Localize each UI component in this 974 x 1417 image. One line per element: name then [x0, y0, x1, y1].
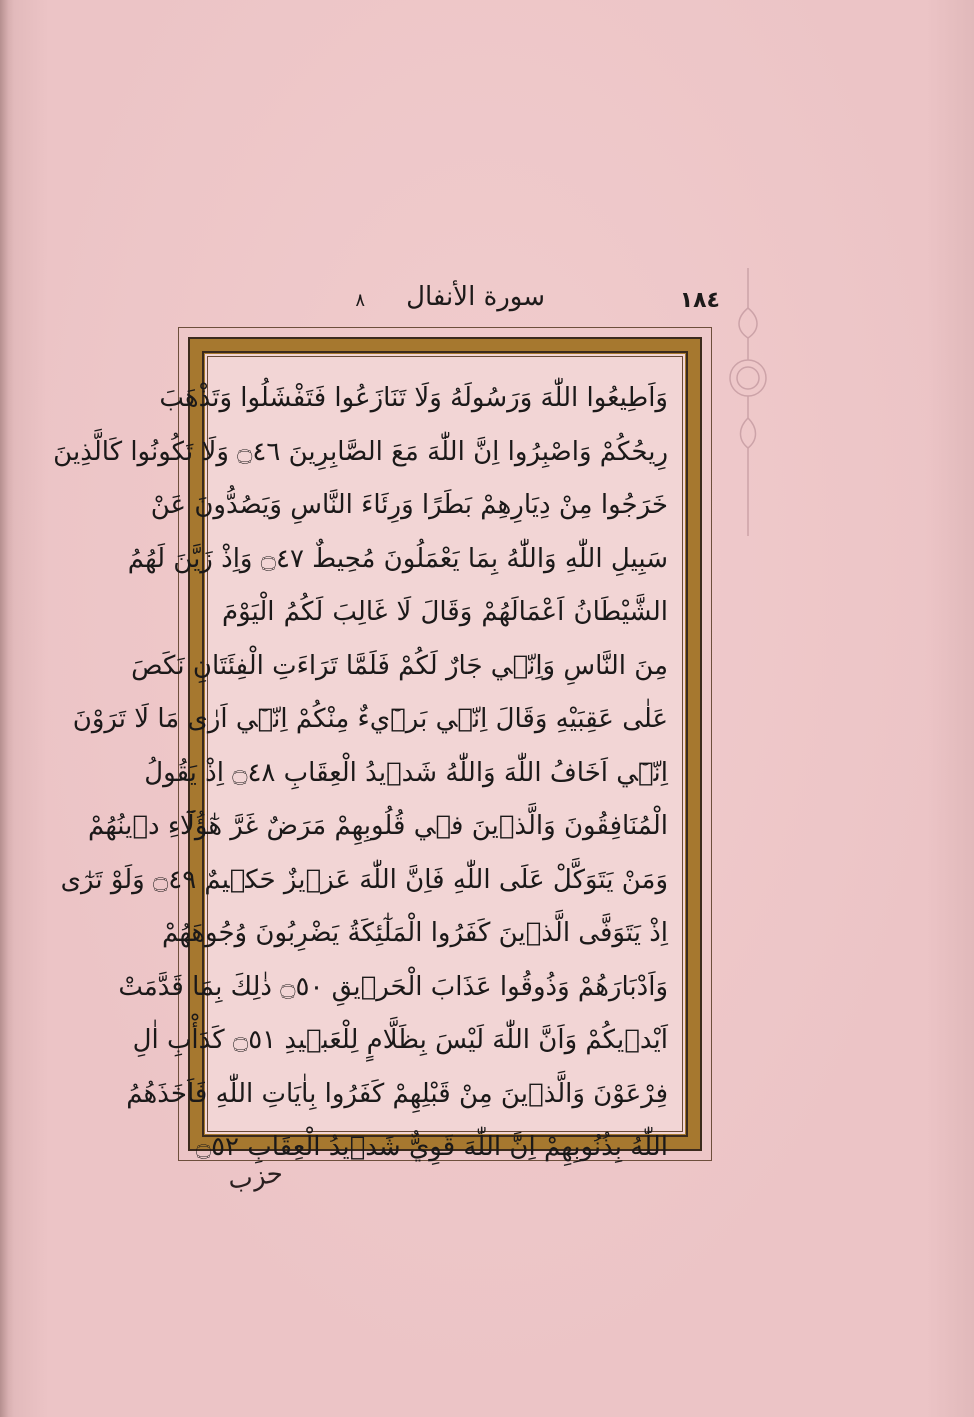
- verse-line: اِذْ يَتَوَفَّى الَّذ۪ينَ كَفَرُوا الْمَلٰٓئِكَةُ يَضْرِبُونَ وُجُوهَهُمْ: [162, 918, 668, 948]
- page-header: [180, 282, 720, 322]
- verse-line: وَاَدْبَارَهُمْ وَذُوقُوا عَذَابَ الْحَر۪يقِ ۝٥٠ ذٰلِكَ بِمَا قَدَّمَتْ: [118, 971, 668, 1002]
- hizb-ornament-icon: [728, 268, 768, 538]
- quran-text-block: [53, 372, 668, 1162]
- verse-line: وَمَنْ يَتَوَكَّلْ عَلَى اللّٰهِ فَاِنَّ اللّٰهَ عَز۪يزٌ حَك۪يمٌ ۝٤٩ وَلَوْ تَرٰٓى: [60, 864, 668, 895]
- verse-line: اللّٰهُ بِذُنُوبِهِمْ اِنَّ اللّٰهَ قَوِيٌّ شَد۪يدُ الْعِقَابِ ۝٥٢: [195, 1132, 668, 1162]
- verse-line: مِنَ النَّاسِ وَاِنّ۪ي جَارٌ لَكُمْ فَلَمَّا تَرَاءَتِ الْفِئَتَانِ نَكَصَ: [131, 650, 668, 681]
- page-number: ١٨٤: [679, 288, 720, 313]
- verse-line: اَيْد۪يكُمْ وَاَنَّ اللّٰهَ لَيْسَ بِظَلَّامٍ لِلْعَب۪يدِ ۝٥١ كَدَأْبِ اٰلِ: [132, 1025, 668, 1055]
- juz-number: ٨: [355, 290, 365, 311]
- verse-line: الشَّيْطَانُ اَعْمَالَهُمْ وَقَالَ لَا غَالِبَ لَكُمُ الْيَوْمَ: [222, 597, 668, 627]
- verse-line: اِنّ۪ٓي اَخَافُ اللّٰهَ وَاللّٰهُ شَد۪يدُ الْعِقَابِ ۝٤٨ اِذْ يَقُولُ: [144, 757, 668, 788]
- verse-line: رِيحُكُمْ وَاصْبِرُوا اِنَّ اللّٰهَ مَعَ الصَّابِرِينَ ۝٤٦ وَلَا تَكُونُوا كَالَّذِينَ: [53, 436, 668, 467]
- verse-line: عَلٰى عَقِبَيْهِ وَقَالَ اِنّ۪ي بَر۪ٓيءٌ مِنْكُمْ اِنّ۪ٓي اَرٰى مَا لَا تَرَوْنَ: [72, 704, 668, 734]
- hizb-signature: حزب: [226, 1158, 285, 1196]
- verse-line: فِرْعَوْنَ وَالَّذ۪ينَ مِنْ قَبْلِهِمْ كَفَرُوا بِاٰيَاتِ اللّٰهِ فَاَخَذَهُمُ: [126, 1078, 668, 1109]
- verse-line: وَاَطِيعُوا اللّٰهَ وَرَسُولَهُ وَلَا تَنَازَعُوا فَتَفْشَلُوا وَتَذْهَبَ: [159, 383, 668, 413]
- verse-line: سَبِيلِ اللّٰهِ وَاللّٰهُ بِمَا يَعْمَلُونَ مُحِيطٌ ۝٤٧ وَاِذْ زَيَّنَ لَهُمُ: [127, 543, 668, 574]
- page-edge-shadow: [0, 0, 14, 1417]
- verse-line: خَرَجُوا مِنْ دِيَارِهِمْ بَطَرًا وَرِئَاءَ النَّاسِ وَيَصُدُّونَ عَنْ: [150, 490, 668, 520]
- surah-title: سورة الأنفال: [406, 282, 545, 312]
- verse-line: الْمُنَافِقُونَ وَالَّذ۪ينَ ف۪ي قُلُوبِهِمْ مَرَضٌ غَرَّ هٰٓؤُلَٓاءِ د۪ينُهُمْ: [88, 811, 668, 841]
